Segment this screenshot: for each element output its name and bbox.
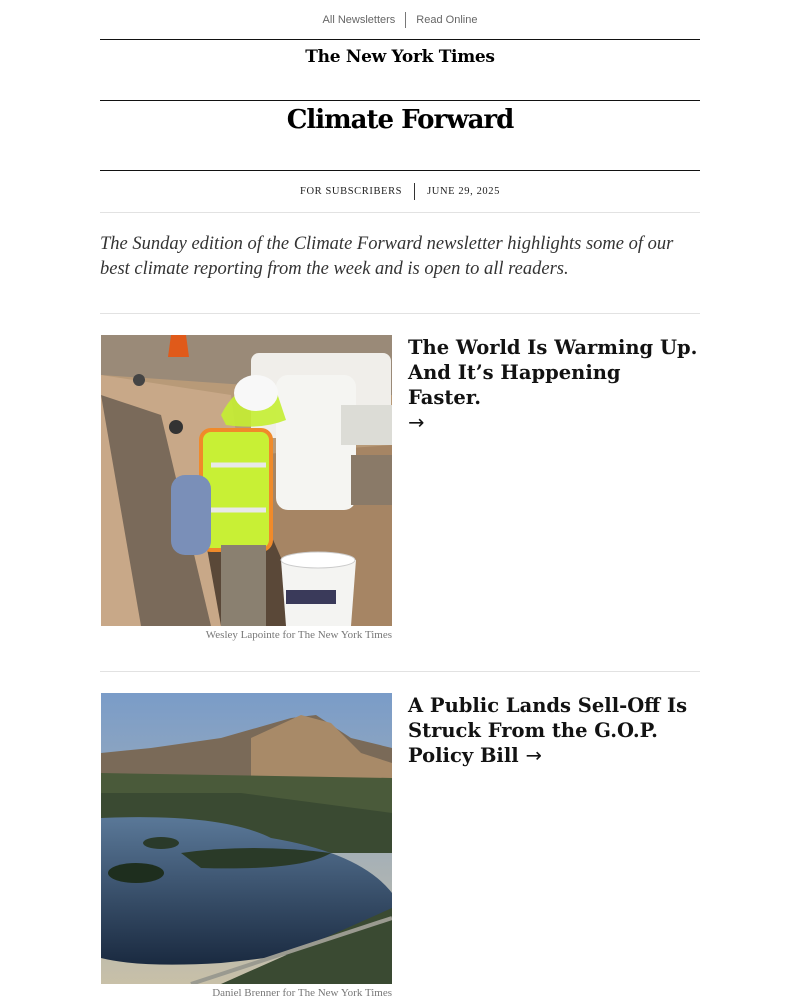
headline-text: A Public Lands Sell-Off Is Struck From the G.O.P. Policy Bill: [408, 694, 688, 767]
audience-label: FOR SUBSCRIBERS: [300, 186, 403, 197]
construction-worker-photo[interactable]: [101, 335, 392, 626]
arrow-right-icon: →: [525, 744, 542, 767]
divider: [414, 183, 415, 200]
read-online-link[interactable]: Read Online: [416, 13, 478, 26]
issue-date: JUNE 29, 2025: [427, 186, 500, 197]
nyt-logo[interactable]: The New York Times: [305, 47, 495, 67]
divider: [100, 212, 700, 213]
story-headline-link[interactable]: [408, 335, 700, 435]
story-headline-link[interactable]: [408, 693, 700, 768]
all-newsletters-link[interactable]: All Newsletters: [322, 13, 396, 26]
divider: [100, 671, 700, 672]
intro-text: The Sunday edition of the Climate Forward newsletter highlights some of our best climate reporting from the week and is open to all readers.: [100, 234, 674, 279]
divider: [405, 12, 406, 28]
divider: [100, 39, 700, 40]
headline-text: The World Is Warming Up. And It’s Happening Faster.: [408, 336, 698, 409]
divider: [100, 100, 700, 101]
arrow-right-icon: →: [408, 411, 425, 434]
top-links: [100, 0, 700, 39]
photo-credit: Daniel Brenner for The New York Times: [212, 987, 392, 999]
divider: [100, 313, 700, 314]
newsletter-title: Climate Forward: [286, 105, 514, 135]
mountain-lake-photo[interactable]: [101, 693, 392, 984]
meta-row: [100, 171, 700, 212]
story-card[interactable]: [100, 693, 700, 1000]
photo-credit: Wesley Lapointe for The New York Times: [205, 629, 392, 641]
story-card[interactable]: [100, 335, 700, 655]
